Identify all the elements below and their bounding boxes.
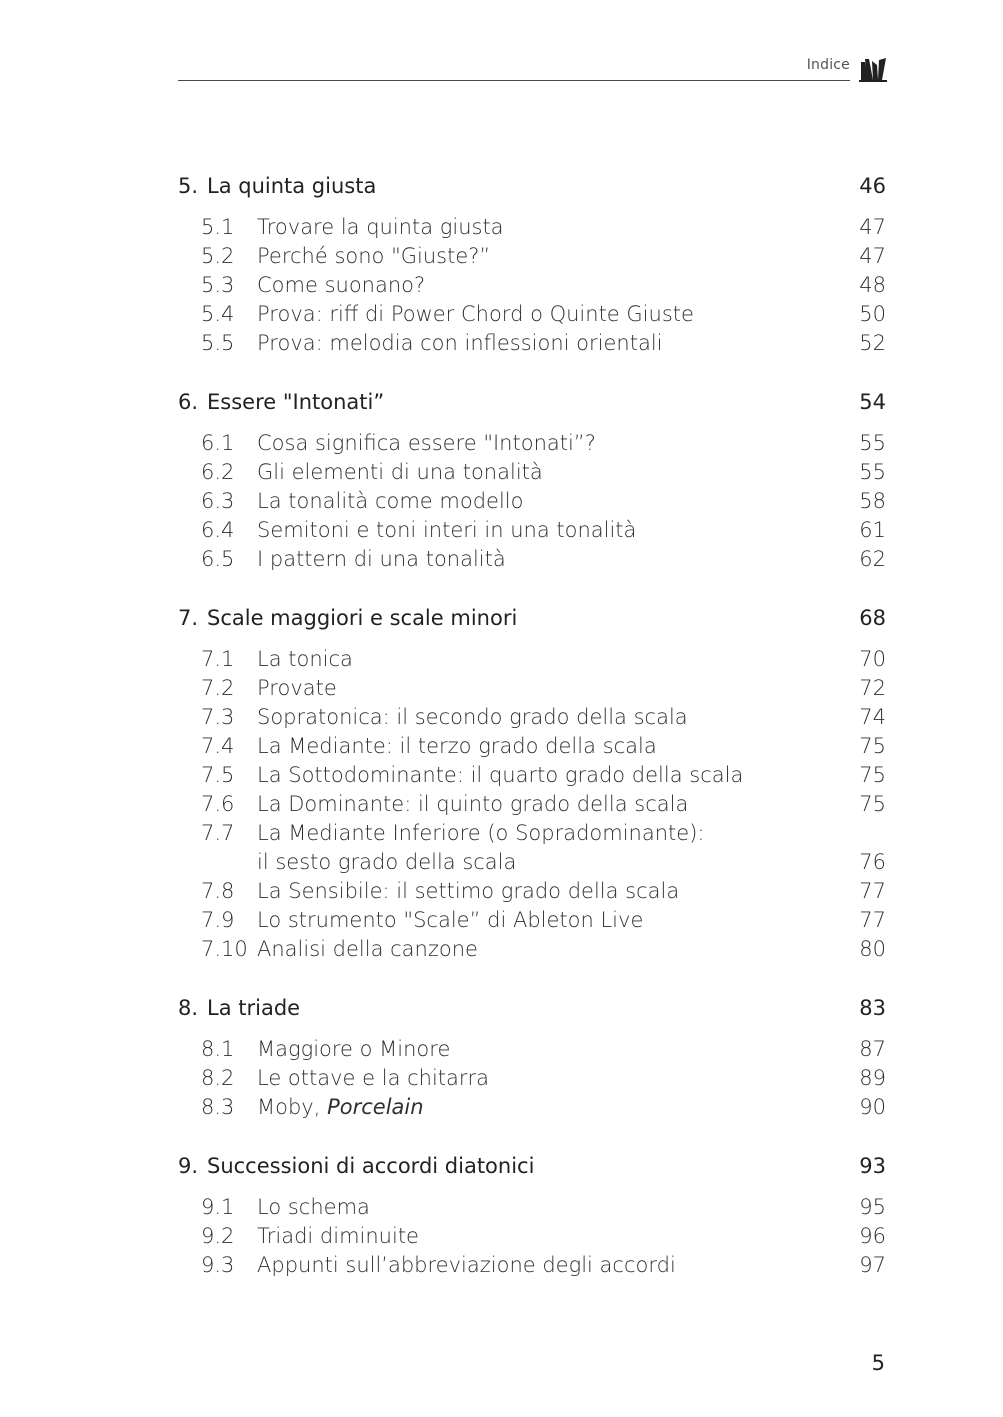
entry-page: 75 [859, 734, 886, 758]
toc-entry-5-5[interactable] [201, 331, 886, 360]
toc-chapter-5[interactable] [178, 174, 886, 204]
entry-page: 70 [859, 647, 886, 671]
entry-title: Sopratonica: il secondo grado della scala [257, 705, 688, 729]
toc-entry-9-1[interactable] [201, 1195, 886, 1224]
toc-entry-8-3[interactable] [201, 1095, 886, 1124]
entry-page: 55 [859, 460, 886, 484]
entry-page: 61 [859, 518, 886, 542]
entry-title: La Sensibile: il settimo grado della scala [257, 879, 680, 903]
entry-title: Trovare la quinta giusta [257, 215, 504, 239]
entry-number: 7.1 [201, 647, 235, 671]
entry-title: Le ottave e la chitarra [257, 1066, 490, 1090]
entry-page: 90 [859, 1095, 886, 1119]
entry-title: Maggiore o Minore [257, 1037, 451, 1061]
publisher-logo-icon [859, 56, 887, 82]
entry-number: 8.1 [201, 1037, 235, 1061]
entry-title: Lo schema [257, 1195, 370, 1219]
entry-number: 7.2 [201, 676, 235, 700]
toc-entry-5-4[interactable] [201, 302, 886, 331]
entry-number: 5.2 [201, 244, 235, 268]
entry-title: Prova: riff di Power Chord o Quinte Giuste [257, 302, 694, 326]
entry-title: Perché sono "Giuste?” [257, 244, 491, 268]
toc-entry-6-1[interactable] [201, 431, 886, 460]
entry-title: Provate [257, 676, 337, 700]
entry-number: 8.2 [201, 1066, 235, 1090]
entry-number: 6.5 [201, 547, 235, 571]
entry-page: 95 [859, 1195, 886, 1219]
toc-chapter-7[interactable] [178, 606, 886, 636]
entry-title: La Dominante: il quinto grado della scala [257, 792, 689, 816]
chapter-number: 8. [178, 996, 199, 1020]
entry-title: Lo strumento "Scale” di Ableton Live [257, 908, 644, 932]
entry-number: 5.3 [201, 273, 235, 297]
toc-entry-7-8[interactable] [201, 879, 886, 908]
entry-number: 5.5 [201, 331, 235, 355]
toc-entry-5-3[interactable] [201, 273, 886, 302]
entry-title: Cosa significa essere "Intonati”? [257, 431, 596, 455]
entry-number: 9.2 [201, 1224, 235, 1248]
entry-number: 7.10 [201, 937, 248, 961]
entry-page: 58 [859, 489, 886, 513]
entry-page: 75 [859, 792, 886, 816]
toc-entry-7-2[interactable] [201, 676, 886, 705]
chapter-title: Successioni di accordi diatonici [207, 1154, 535, 1178]
toc-entry-9-2[interactable] [201, 1224, 886, 1253]
entry-number: 7.5 [201, 763, 235, 787]
toc-entry-7-5[interactable] [201, 763, 886, 792]
chapter-number: 7. [178, 606, 199, 630]
chapter-page: 83 [859, 996, 886, 1020]
toc-chapter-8[interactable] [178, 996, 886, 1026]
toc-entry-6-5[interactable] [201, 547, 886, 576]
toc-entry-7-7[interactable] [201, 821, 886, 850]
running-header [0, 0, 1003, 90]
entry-title: Come suonano? [257, 273, 426, 297]
entry-number: 5.1 [201, 215, 235, 239]
entry-page: 47 [859, 244, 886, 268]
toc-chapter-9[interactable] [178, 1154, 886, 1184]
toc-entry-7-10[interactable] [201, 937, 886, 966]
entry-page: 96 [859, 1224, 886, 1248]
toc-entry-7-3[interactable] [201, 705, 886, 734]
entry-page: 76 [859, 850, 886, 874]
entry-page: 74 [859, 705, 886, 729]
toc-chapter-6[interactable] [178, 390, 886, 420]
entry-title: Triadi diminuite [257, 1224, 419, 1248]
entry-page: 89 [859, 1066, 886, 1090]
entry-title: Appunti sull’abbreviazione degli accordi [257, 1253, 676, 1277]
section-label: Indice [806, 57, 850, 73]
entry-title: La tonalità come modello [257, 489, 524, 513]
entry-page: 52 [859, 331, 886, 355]
entry-page: 87 [859, 1037, 886, 1061]
toc-entry-7-7-continued[interactable] [201, 850, 886, 879]
chapter-number: 5. [178, 174, 199, 198]
entry-page: 97 [859, 1253, 886, 1277]
entry-number: 7.8 [201, 879, 235, 903]
entry-title: il sesto grado della scala [257, 850, 517, 874]
chapter-number: 6. [178, 390, 199, 414]
entry-number: 6.3 [201, 489, 235, 513]
chapter-page: 54 [859, 390, 886, 414]
entry-title: Gli elementi di una tonalità [257, 460, 543, 484]
entry-title: La Mediante Inferiore (o Sopradominante): [257, 821, 705, 845]
page-number: 5 [871, 1351, 885, 1375]
entry-title: Semitoni e toni interi in una tonalità [257, 518, 637, 542]
entry-title: La Mediante: il terzo grado della scala [257, 734, 657, 758]
entry-page: 48 [859, 273, 886, 297]
toc-entry-7-6[interactable] [201, 792, 886, 821]
toc-entry-8-1[interactable] [201, 1037, 886, 1066]
entry-page: 62 [859, 547, 886, 571]
chapter-title: Scale maggiori e scale minori [207, 606, 518, 630]
entry-number: 8.3 [201, 1095, 235, 1119]
chapter-page: 46 [859, 174, 886, 198]
toc-entry-7-4[interactable] [201, 734, 886, 763]
toc-entry-6-3[interactable] [201, 489, 886, 518]
entry-number: 7.3 [201, 705, 235, 729]
entry-number: 7.6 [201, 792, 235, 816]
chapter-title: La quinta giusta [207, 174, 377, 198]
entry-number: 7.9 [201, 908, 235, 932]
entry-number: 6.1 [201, 431, 235, 455]
entry-title [257, 1095, 424, 1119]
entry-number: 7.4 [201, 734, 235, 758]
chapter-page: 68 [859, 606, 886, 630]
chapter-title: Essere "Intonati” [207, 390, 385, 414]
entry-title-roman: Moby, [257, 1095, 328, 1119]
entry-number: 6.2 [201, 460, 235, 484]
chapter-page: 93 [859, 1154, 886, 1178]
toc-entry-6-4[interactable] [201, 518, 886, 547]
entry-page: 72 [859, 676, 886, 700]
toc-entry-6-2[interactable] [201, 460, 886, 489]
entry-page: 55 [859, 431, 886, 455]
entry-page: 75 [859, 763, 886, 787]
entry-number: 9.3 [201, 1253, 235, 1277]
entry-page: 80 [859, 937, 886, 961]
toc-entry-5-1[interactable] [201, 215, 886, 244]
entry-title: I pattern di una tonalità [257, 547, 506, 571]
entry-page: 50 [859, 302, 886, 326]
entry-number: 5.4 [201, 302, 235, 326]
entry-title: Analisi della canzone [257, 937, 478, 961]
toc-entry-9-3[interactable] [201, 1253, 886, 1282]
toc-entry-7-9[interactable] [201, 908, 886, 937]
toc-entry-7-1[interactable] [201, 647, 886, 676]
entry-title: La tonica [257, 647, 353, 671]
entry-title-italic: Porcelain [327, 1095, 424, 1119]
entry-page: 77 [859, 879, 886, 903]
header-rule [178, 80, 850, 81]
toc-entry-8-2[interactable] [201, 1066, 886, 1095]
entry-title: La Sottodominante: il quarto grado della scala [257, 763, 744, 787]
entry-page: 47 [859, 215, 886, 239]
entry-page: 77 [859, 908, 886, 932]
toc-entry-5-2[interactable] [201, 244, 886, 273]
chapter-title: La triade [207, 996, 301, 1020]
entry-number: 6.4 [201, 518, 235, 542]
entry-number: 7.7 [201, 821, 235, 845]
entry-number: 9.1 [201, 1195, 235, 1219]
chapter-number: 9. [178, 1154, 199, 1178]
entry-title: Prova: melodia con inflessioni orientali [257, 331, 663, 355]
